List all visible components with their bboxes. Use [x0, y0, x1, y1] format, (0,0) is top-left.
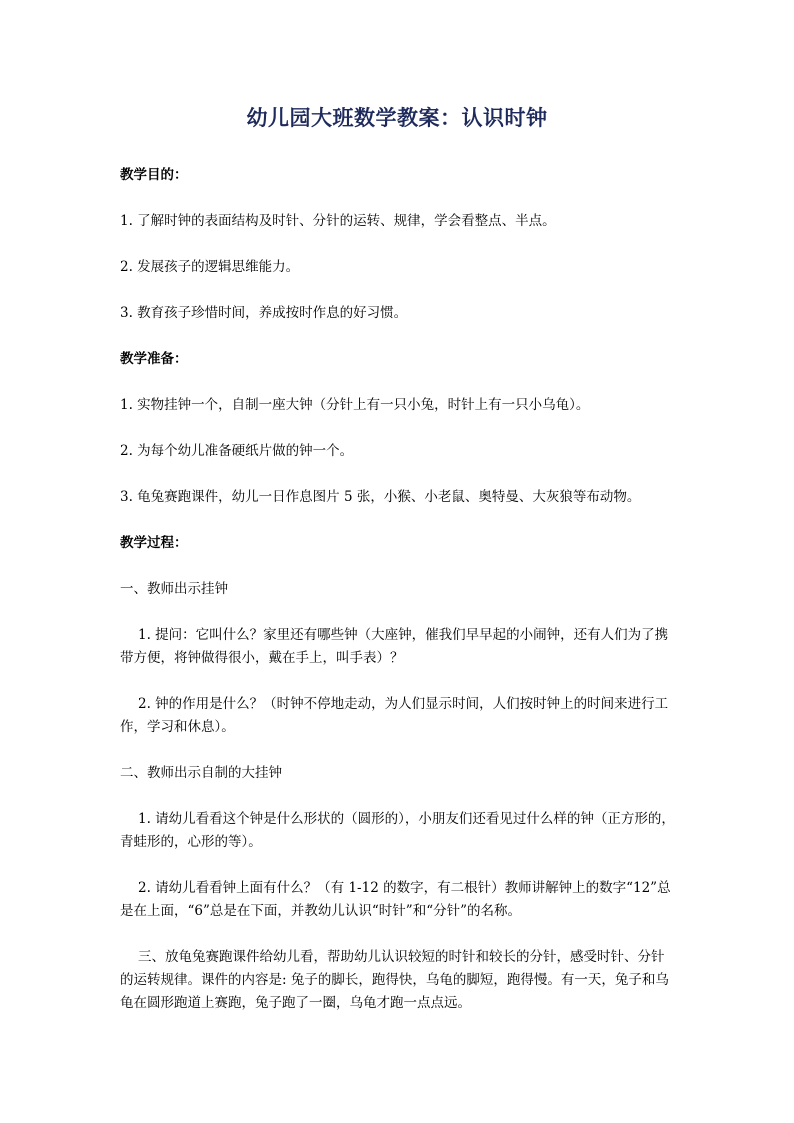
part2-item-1: 1. 请幼儿看看这个钟是什么形状的（圆形的），小朋友们还看见过什么样的钟（正方形的，青蛙形的，心形的等）。	[120, 811, 675, 850]
section-heading-goals: 教学目的：	[120, 167, 188, 183]
prep-item-2: 2. 为每个幼儿准备硬纸片做的钟一个。	[120, 443, 354, 459]
part1-title: 一、教师出示挂钟	[120, 581, 228, 597]
part2-item-2: 2. 请幼儿看看钟上面有什么？（有 1-12 的数字，有二根针）教师讲解钟上的数字“12”总是在上面，“6”总是在下面，并教幼儿认识“时针”和“分针”的名称。	[120, 880, 671, 919]
part3-paragraph: 三、放龟兔赛跑课件给幼儿看，帮助幼儿认识较短的时针和较长的分针，感受时针、分针的运转规律。课件的内容是: 兔子的脚长，跑得快，乌龟的脚短，跑得慢。有一天，兔子和乌龟在圆形跑道上赛跑，兔子跑了一圈，乌龟才跑一点点远。	[120, 949, 669, 1011]
prep-item-3: 3. 龟兔赛跑课件，幼儿一日作息图片 5 张，小猴、小老鼠、奥特曼、大灰狼等布动物。	[120, 489, 641, 505]
goal-item-2: 2. 发展孩子的逻辑思维能力。	[120, 259, 300, 275]
section-heading-process: 教学过程：	[120, 535, 188, 551]
goal-item-1: 1. 了解时钟的表面结构及时针、分针的运转、规律，学会看整点、半点。	[120, 213, 556, 229]
section-heading-prep: 教学准备：	[120, 351, 188, 367]
part2-title: 二、教师出示自制的大挂钟	[120, 765, 282, 781]
part1-item-2: 2. 钟的作用是什么？（时钟不停地走动，为人们显示时间，人们按时钟上的时间来进行工作，学习和休息）。	[120, 696, 669, 735]
goal-item-3: 3. 教育孩子珍惜时间，养成按时作息的好习惯。	[120, 305, 408, 321]
part1-item-1: 1. 提问：它叫什么？家里还有哪些钟（大座钟，催我们早早起的小闹钟，还有人们为了携带方便，将钟做得很小，戴在手上，叫手表）？	[120, 627, 669, 666]
prep-item-1: 1. 实物挂钟一个，自制一座大钟（分针上有一只小兔，时针上有一只小乌龟）。	[120, 397, 590, 413]
document-title: 幼儿园大班数学教案：认识时钟	[246, 105, 548, 130]
